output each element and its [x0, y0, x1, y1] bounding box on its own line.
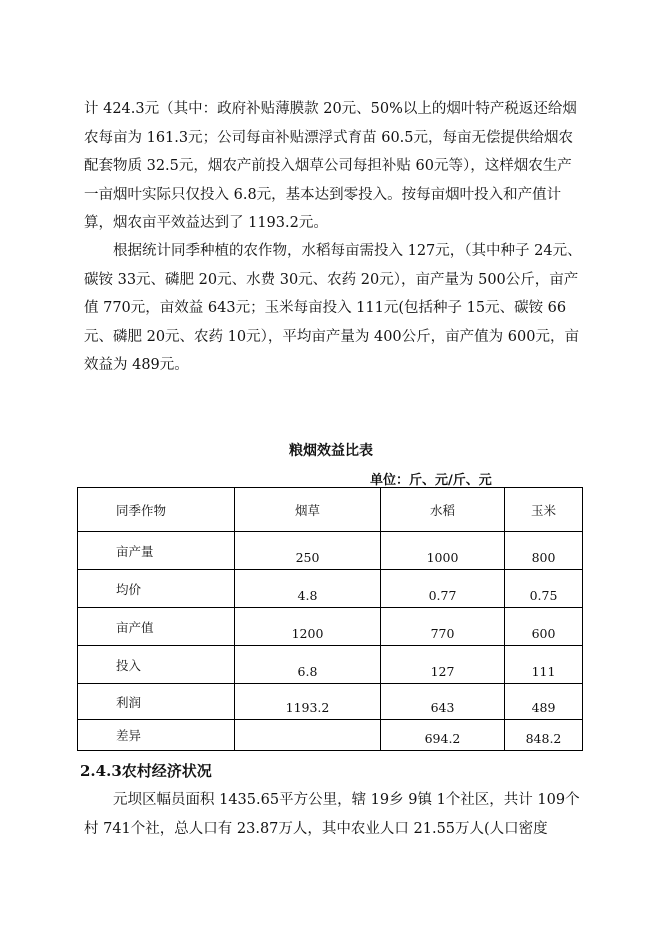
table-row: [78, 532, 583, 570]
table-header-row: [78, 488, 583, 532]
table-cell: 1200: [235, 608, 381, 646]
paragraph-tobacco-income: [84, 95, 584, 238]
table-title: 粮烟效益比表: [289, 443, 373, 459]
paragraph-text: 根据统计同季种植的农作物，水稻每亩需投入 127元，（其中种子 24元、碳铵 33元、磷肥 20元、水费 30元、农药 20元），亩产量为 500公斤，亩产值 770元，亩效益 643元；玉米每亩投入 111元(包括种子 15元、碳铵 66元、磷肥 20元、农药 10元），平均亩产量为 400公斤，亩产值为 600元，亩效益为 489元。: [84, 243, 582, 374]
table-cell: 643: [381, 684, 505, 720]
paragraph-crop-comparison: [84, 237, 584, 380]
header-cell-rice: 水稻: [381, 488, 505, 532]
header-cell-corn: 玉米: [505, 488, 583, 532]
table-cell: 800: [505, 532, 583, 570]
header-cell-crop: 同季作物: [78, 488, 235, 532]
table-cell: 111: [505, 646, 583, 684]
row-label: 亩产量: [78, 532, 235, 570]
section-heading: 2.4.3农村经济状况: [80, 762, 212, 780]
table-row: [78, 684, 583, 720]
row-label: 亩产值: [78, 608, 235, 646]
table-cell: 127: [381, 646, 505, 684]
table-cell: 6.8: [235, 646, 381, 684]
table-cell: 694.2: [381, 720, 505, 751]
table-unit: 单位：斤、元/斤、元: [370, 473, 492, 488]
table-cell: 250: [235, 532, 381, 570]
table-cell: [235, 720, 381, 751]
table-cell: 489: [505, 684, 583, 720]
table-row: [78, 608, 583, 646]
paragraph-text: 计 424.3元（其中：政府补贴薄膜款 20元、50%以上的烟叶特产税返还给烟农每亩为 161.3元；公司每亩补贴漂浮式育苗 60.5元，每亩无偿提供给烟农配套物质 32.5元，烟农产前投入烟草公司每担补贴 60元等），这样烟农生产一亩烟叶实际只仅投入 6.8元，基本达到零投入。按每亩烟叶投入和产值计算，烟农亩平效益达到了 1193.2元。: [84, 101, 577, 232]
table-row: [78, 720, 583, 751]
table-cell: 600: [505, 608, 583, 646]
table-row: [78, 570, 583, 608]
table-row: [78, 646, 583, 684]
table-cell: 848.2: [505, 720, 583, 751]
table-cell: 0.77: [381, 570, 505, 608]
table-cell: 0.75: [505, 570, 583, 608]
row-label: 差异: [78, 720, 235, 751]
row-label: 利润: [78, 684, 235, 720]
row-label: 投入: [78, 646, 235, 684]
paragraph-rural-economy: [84, 786, 584, 843]
comparison-table: [77, 487, 583, 751]
table-cell: 770: [381, 608, 505, 646]
row-label: 均价: [78, 570, 235, 608]
table-cell: 1000: [381, 532, 505, 570]
table-cell: 1193.2: [235, 684, 381, 720]
header-cell-tobacco: 烟草: [235, 488, 381, 532]
table-cell: 4.8: [235, 570, 381, 608]
paragraph-text: 元坝区幅员面积 1435.65平方公里，辖 19乡 9镇 1个社区，共计 109个村 741个社，总人口有 23.87万人，其中农业人口 21.55万人(人口密度: [84, 792, 580, 837]
